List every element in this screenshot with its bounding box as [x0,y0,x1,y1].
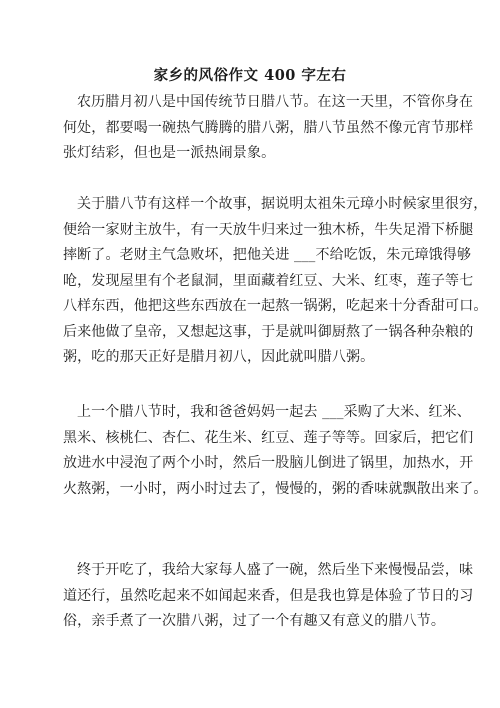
paragraph-line: 呛，发现屋里有个老鼠洞，里面藏着红豆、大米、红枣，莲子等七 [63,272,474,289]
paragraph-line: 粥，吃的那天正好是腊月初八，因此就叫腊八粥。 [63,349,375,365]
paragraph-line: 关于腊八节有这样一个故事，据说明太祖朱元璋小时候家里很穷， [77,196,488,212]
paragraph-4 [63,558,474,635]
paragraph-line: 摔断了。老财主气急败坏，把他关进 ___不给吃饭，朱元璋饿得够 [63,247,472,263]
paragraph-line: 道还行，虽然吃起来不如闻起来香，但是我也算是体验了节日的习 [63,587,474,604]
paragraph-3 [63,400,488,502]
paragraph-line: 俗，亲手煮了一次腊八粥，过了一个有趣又有意义的腊八节。 [63,613,446,629]
paragraph-line: 黑米、核桃仁、杏仁、花生米、红豆、莲子等等。回家后，把它们 [63,429,474,446]
paragraph-line: 终于开吃了，我给大家每人盛了一碗，然后坐下来慢慢品尝，味 [77,562,474,578]
document-title: 家乡的风俗作文 400 字左右 [153,67,347,84]
paragraph-line: 火熬粥，一小时，两小时过去了，慢慢的，粥的香味就飘散出来了。 [63,480,488,497]
paragraph-line: 便给一家财主放牛，有一天放牛归来过一独木桥，牛失足滑下桥腿 [63,221,474,238]
paragraph-line: 后来他做了皇帝，又想起这事，于是就叫御厨熬了一锅各种杂粮的 [63,323,474,340]
paragraph-1 [63,90,474,167]
paragraph-2 [63,192,488,371]
paragraph-line: 放进水中浸泡了两个小时，然后一股脑儿倒进了锅里，加热水，开 [63,455,474,471]
paragraph-line: 何处，都要喝一碗热气腾腾的腊八粥，腊八节虽然不像元宵节那样 [63,119,474,136]
paragraph-line: 上一个腊八节时，我和爸爸妈妈一起去 ___采购了大米、红米、 [77,404,471,420]
paragraph-line: 农历腊月初八是中国传统节日腊八节。在这一天里，不管你身在 [77,94,474,110]
paragraph-line: 张灯结彩，但也是一派热闹景象。 [63,145,276,161]
paragraph-line: 八样东西，他把这些东西放在一起熬一锅粥，吃起来十分香甜可口。 [63,298,488,314]
